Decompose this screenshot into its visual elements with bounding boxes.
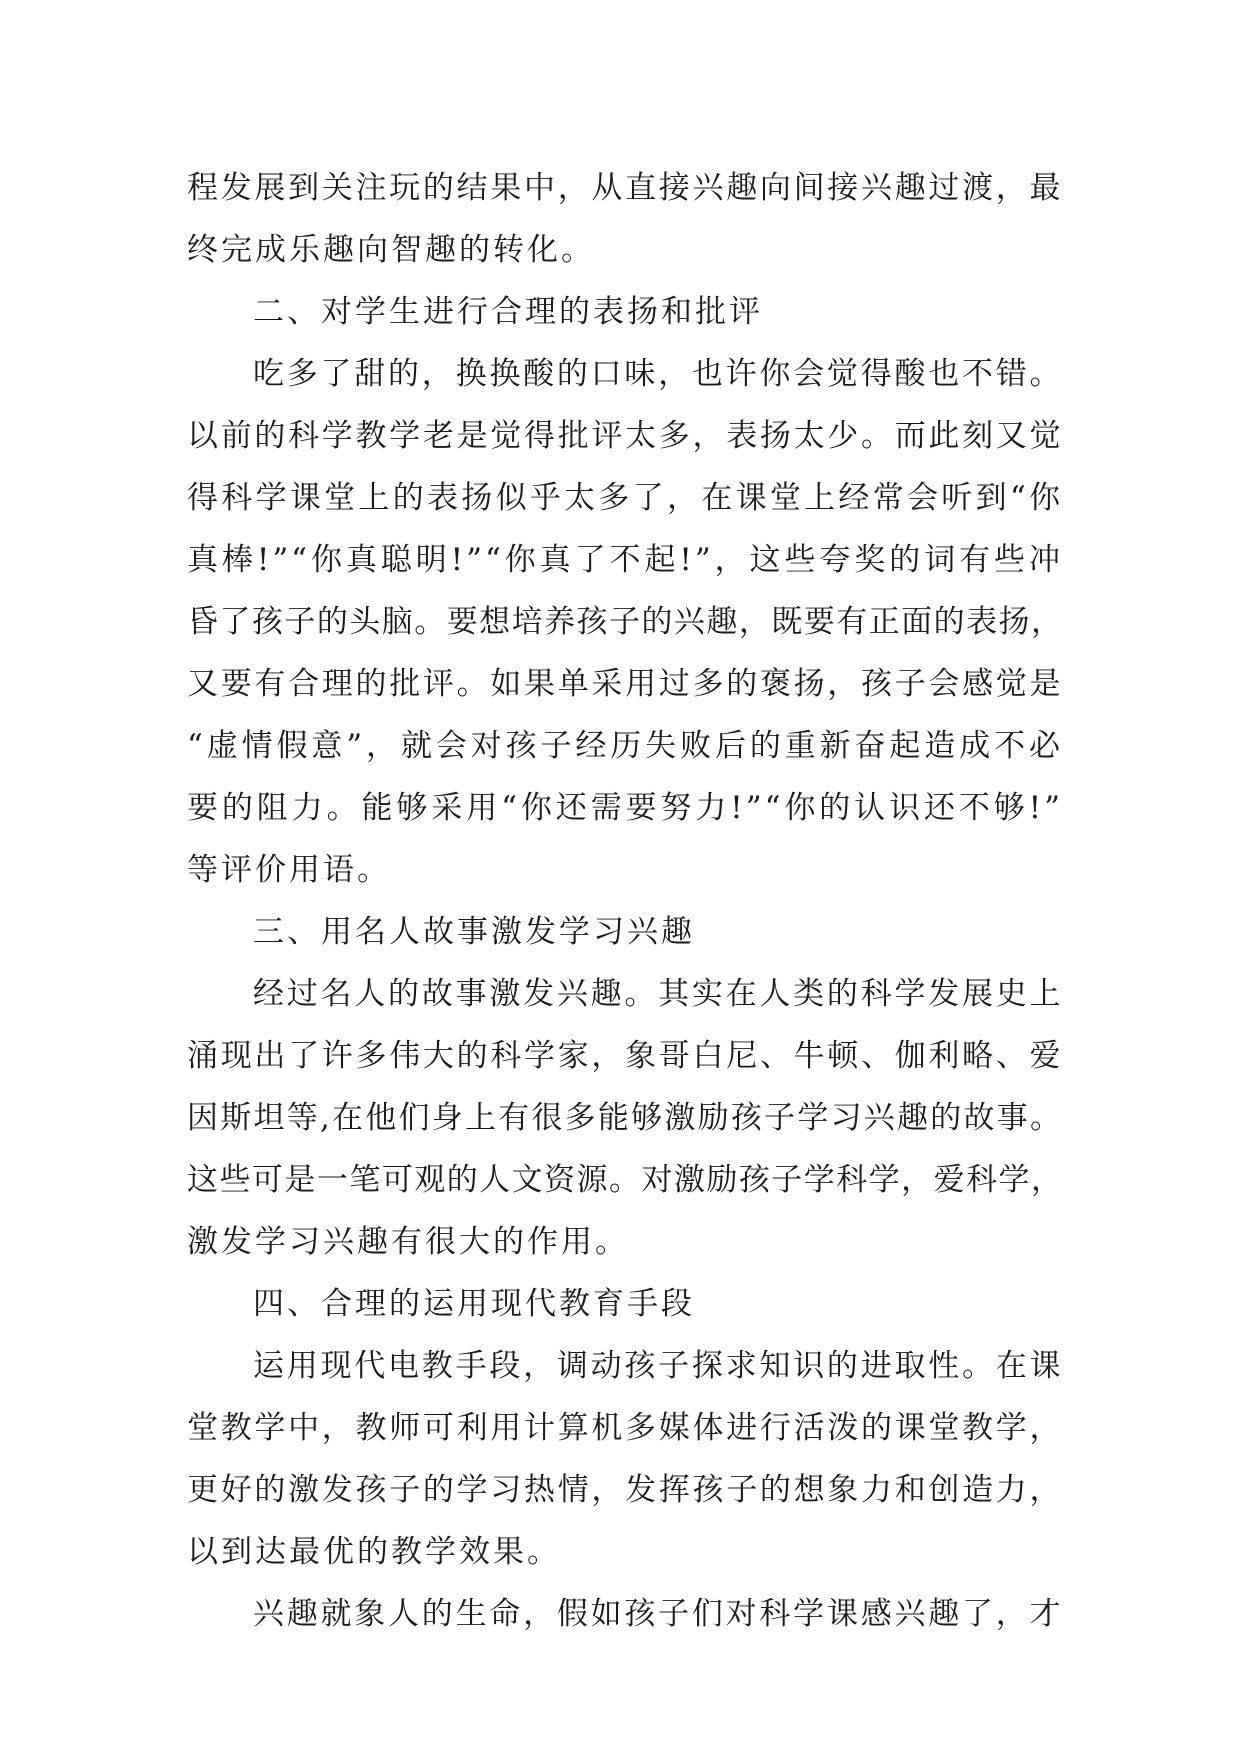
paragraph-line: 经过名人的故事激发兴趣。其实在人类的科学发展史上 (253, 976, 1063, 1012)
paragraph-line: 又要有合理的批评。如果单采用过多的褒扬，孩子会感觉是 (187, 666, 1063, 702)
paragraph-line: 要的阻力。能够采用“你还需要努力!”“你的认识还不够!” (187, 790, 1063, 826)
paragraph-line: 真棒!”“你真聪明!”“你真了不起!”，这些夸奖的词有些冲 (187, 542, 1063, 578)
paragraph-line: 吃多了甜的，换换酸的口味，也许你会觉得酸也不错。 (253, 356, 1063, 392)
paragraph-line: 激发学习兴趣有很大的作用。 (187, 1224, 629, 1260)
paragraph-line: 等评价用语。 (187, 852, 391, 888)
paragraph-line: 终完成乐趣向智趣的转化。 (187, 232, 595, 268)
paragraph-line: “虚情假意”，就会对孩子经历失败后的重新奋起造成不必 (187, 728, 1063, 764)
paragraph-line: 这些可是一笔可观的人文资源。对激励孩子学科学，爱科学， (187, 1162, 1063, 1198)
paragraph-line: 昏了孩子的头脑。要想培养孩子的兴趣，既要有正面的表扬， (187, 604, 1063, 640)
paragraph-line: 得科学课堂上的表扬似乎太多了，在课堂上经常会听到“你 (187, 480, 1063, 516)
paragraph-line: 以到达最优的教学效果。 (187, 1534, 561, 1570)
paragraph-line: 以前的科学教学老是觉得批评太多，表扬太少。而此刻又觉 (187, 418, 1063, 454)
document-body (187, 157, 1063, 1645)
paragraph-line: 更好的激发孩子的学习热情，发挥孩子的想象力和创造力， (187, 1472, 1063, 1508)
paragraph-line: 运用现代电教手段，调动孩子探求知识的进取性。在课 (253, 1348, 1063, 1384)
section-heading: 三、用名人故事激发学习兴趣 (253, 914, 695, 950)
paragraph-line: 涌现出了许多伟大的科学家，象哥白尼、牛顿、伽利略、爱 (187, 1038, 1063, 1074)
paragraph-line: 因斯坦等,在他们身上有很多能够激励孩子学习兴趣的故事。 (187, 1100, 1063, 1136)
paragraph-line: 堂教学中，教师可利用计算机多媒体进行活泼的课堂教学， (187, 1410, 1063, 1446)
paragraph-line: 程发展到关注玩的结果中，从直接兴趣向间接兴趣过渡，最 (187, 170, 1063, 206)
section-heading: 二、对学生进行合理的表扬和批评 (253, 294, 763, 330)
paragraph-line: 兴趣就象人的生命，假如孩子们对科学课感兴趣了，才 (253, 1596, 1063, 1632)
section-heading: 四、合理的运用现代教育手段 (253, 1286, 695, 1322)
